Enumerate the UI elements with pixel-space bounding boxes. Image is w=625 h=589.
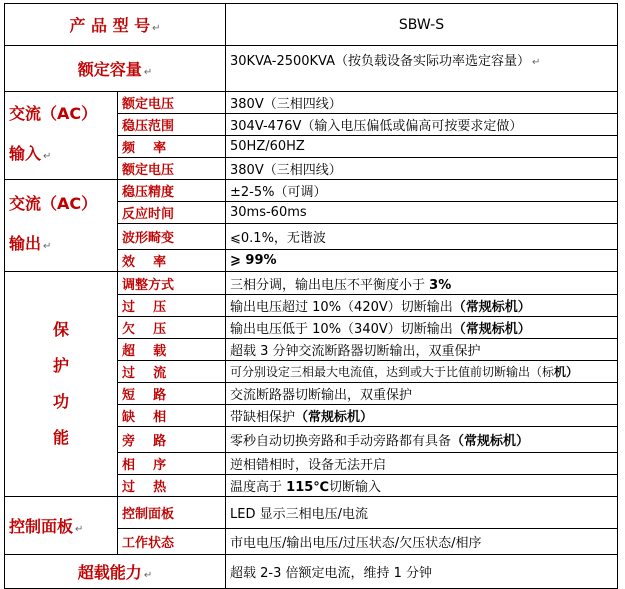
protection-label-char: 能 [52, 428, 69, 447]
ac-input-label-line2: 输入 [9, 144, 42, 163]
rated-capacity-value-cell: 30KVA-2500KVA（按负载设备实际功率选定容量） ↵ [226, 46, 618, 92]
protection-value: 可分别设定三相最大电流值，达到或大于比值前切断输出（标机） [226, 361, 618, 383]
protection-value: 超载 3 分钟交流断路器切断输出，双重保护 [226, 339, 618, 361]
protection-label-char: 功 [52, 392, 69, 411]
ac-input-value: 380V（三相四线） [226, 92, 618, 114]
ac-input-param: 稳压范围 [118, 114, 226, 136]
overload-label: 超载能力 [77, 563, 142, 582]
control-panel-label: 控制面板 [9, 517, 74, 536]
protection-param: 相 序 [118, 453, 226, 475]
overload-label-cell: 超载能力 ↵ [5, 555, 226, 589]
ac-input-param: 额定电压 [118, 158, 226, 180]
table-row [5, 4, 618, 46]
protection-param: 超 载 [118, 339, 226, 361]
spec-table [4, 3, 618, 589]
protection-param: 短 路 [118, 383, 226, 405]
model-label-cell: 产 品 型 号 ↵ [5, 4, 226, 46]
protection-param: 过 流 [118, 361, 226, 383]
ac-output-value: ±2-5%（可调） [226, 180, 618, 202]
protection-param: 过 压 [118, 295, 226, 317]
table-row [5, 555, 618, 589]
ac-input-label-cell: 交流（AC） 输入 ↵ [5, 92, 118, 180]
ac-input-value: 380V（三相四线） [226, 158, 618, 180]
control-panel-value: 市电电压/输出电压/过压状态/欠压状态/相序 [226, 529, 618, 555]
table-row [5, 272, 618, 295]
table-row [5, 46, 618, 92]
ac-output-param: 反应时间 [118, 202, 226, 224]
ac-output-value: ⩽0.1%，无谐波 [226, 224, 618, 250]
overload-value-cell [226, 555, 618, 589]
ac-input-label-line1: 交流（AC） [9, 104, 98, 123]
rated-capacity-label-cell: 额定容量 ↵ [5, 46, 226, 92]
ac-output-label-line2: 输出 [9, 234, 42, 253]
protection-value: 温度高于 115℃切断输入 [226, 475, 618, 497]
protection-label-char: 保 [52, 320, 69, 339]
overload-value: 超载 2-3 倍额定电流，维持 1 分钟 [230, 566, 433, 581]
ac-output-value: ⩾ 99% [226, 250, 618, 272]
ac-input-param: 额定电压 [118, 92, 226, 114]
protection-label-char: 护 [52, 356, 69, 375]
rated-capacity-label: 额定容量 [77, 60, 142, 79]
table-row [5, 92, 618, 114]
model-value-cell [226, 4, 618, 46]
ac-output-label-line1: 交流（AC） [9, 194, 98, 213]
protection-param: 欠 压 [118, 317, 226, 339]
protection-param: 调整方式 [118, 272, 226, 295]
control-panel-param: 工作状态 [118, 529, 226, 555]
protection-param: 旁 路 [118, 427, 226, 453]
ac-output-param: 波形畸变 [118, 224, 226, 250]
ac-input-value: 304V-476V（输入电压偏低或偏高可按要求定做） [226, 114, 618, 136]
ac-output-param: 稳压精度 [118, 180, 226, 202]
control-panel-label-cell: 控制面板 ↵ [5, 497, 118, 555]
protection-value: 逆相错相时，设备无法开启 [226, 453, 618, 475]
protection-value: 带缺相保护（常规标机） [226, 405, 618, 427]
protection-value: 三相分调，输出电压不平衡度小于 3% [226, 272, 618, 295]
model-label: 产 品 型 号 [69, 16, 151, 35]
protection-label-cell [5, 272, 118, 497]
control-panel-value: LED 显示三相电压/电流 [226, 497, 618, 529]
ac-output-label-cell: 交流（AC） 输出 ↵ [5, 180, 118, 272]
rated-capacity-value: 30KVA-2500KVA（按负载设备实际功率选定容量） [230, 54, 531, 69]
ac-output-param: 效 率 [118, 250, 226, 272]
table-row [5, 497, 618, 529]
protection-param: 过 热 [118, 475, 226, 497]
protection-value: 输出电压超过 10%（420V）切断输出（常规标机） [226, 295, 618, 317]
protection-param: 缺 相 [118, 405, 226, 427]
ac-input-value: 50HZ/60HZ [226, 136, 618, 158]
model-value: SBW-S [398, 16, 445, 33]
control-panel-param: 控制面板 [118, 497, 226, 529]
protection-value: 交流断路器切断输出，双重保护 [226, 383, 618, 405]
ac-input-param: 频 率 [118, 136, 226, 158]
protection-value: 输出电压低于 10%（340V）切断输出（常规标机） [226, 317, 618, 339]
ac-output-value: 30ms-60ms [226, 202, 618, 224]
protection-value: 零秒自动切换旁路和手动旁路都有具备（常规标机） [226, 427, 618, 453]
table-row [5, 180, 618, 202]
